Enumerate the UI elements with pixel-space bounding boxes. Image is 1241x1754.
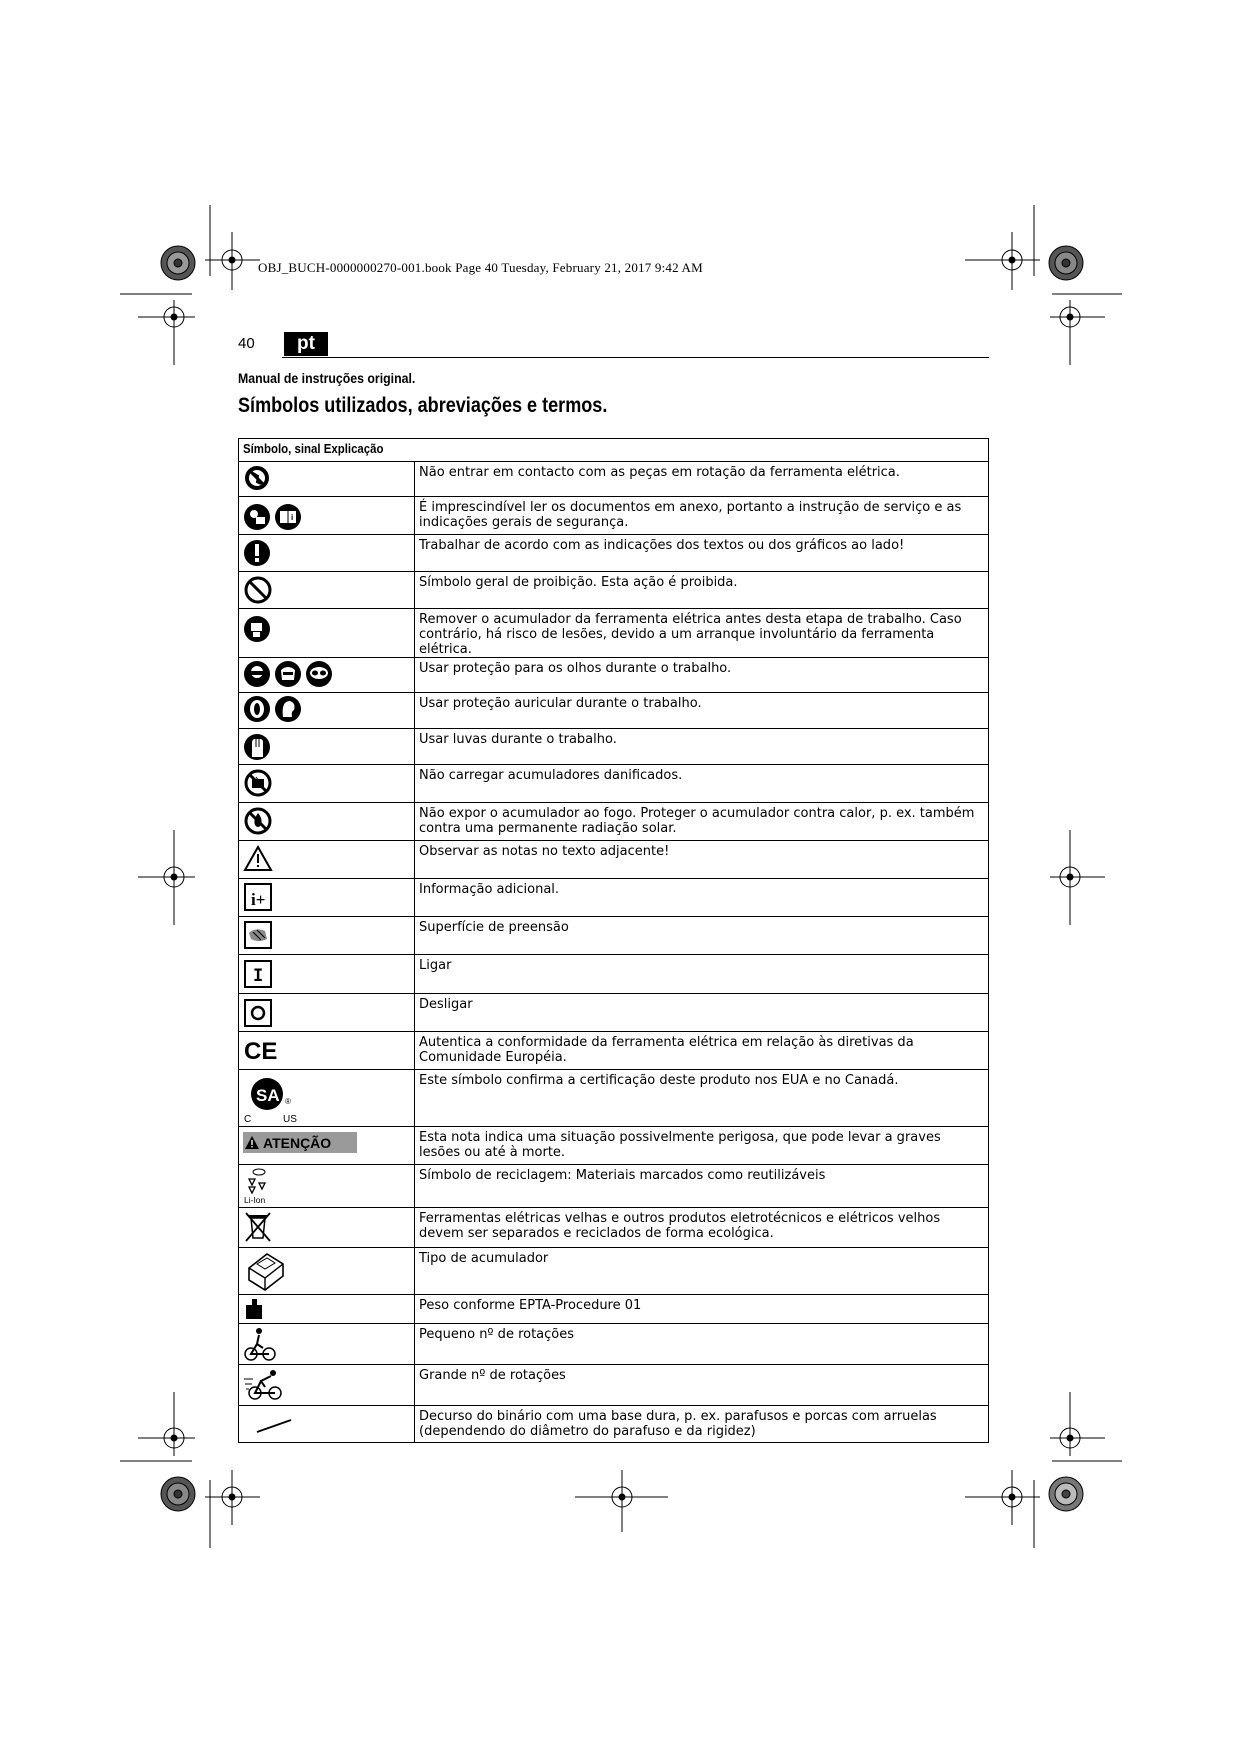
row-text: É imprescindível ler os documentos em anexo, portanto a instrução de serviço e as indicações gerais de segurança. <box>415 497 989 535</box>
symbols-table <box>238 438 989 1443</box>
row-text: Observar as notas no texto adjacente! <box>415 841 989 879</box>
row-text: Grande nº de rotações <box>415 1365 989 1406</box>
table-row <box>239 609 989 658</box>
rosette-top-left-icon <box>161 246 195 280</box>
row-text: Não expor o acumulador ao fogo. Proteger o acumulador contra calor, p. ex. também contra uma permanente radiação solar. <box>415 803 989 841</box>
row-text: Superfície de preensão <box>415 917 989 955</box>
switch-on-icon <box>243 957 273 989</box>
row-text: Ferramentas elétricas velhas e outros produtos eletrotécnicos e elétricos velhos devem ser separados e reciclados de forma ecológica. <box>415 1208 989 1248</box>
table-row <box>239 917 989 955</box>
table-row <box>239 497 989 535</box>
row-text: Remover o acumulador da ferramenta elétrica antes desta etapa de trabalho. Caso contrário, há risco de lesões, devido a um arranque involuntário da ferramenta elétrica. <box>415 609 989 658</box>
row-text: Desligar <box>415 994 989 1032</box>
torque-curve-icon <box>243 1408 303 1440</box>
table-row <box>239 765 989 803</box>
row-text: Informação adicional. <box>415 879 989 917</box>
grip-surface-icon <box>243 919 273 951</box>
atencao-label-icon <box>243 1131 357 1155</box>
svg-text:i: i <box>291 513 294 522</box>
table-row <box>239 879 989 917</box>
switch-off-icon <box>243 996 273 1028</box>
row-text: Usar proteção para os olhos durante o trabalho. <box>415 658 989 693</box>
crosshair-left-lower-icon <box>120 1392 195 1461</box>
table-row <box>239 841 989 879</box>
crosshair-bottom-right-icon <box>965 1470 1040 1548</box>
recycling-li-ion-icon <box>243 1167 275 1205</box>
row-text: Peso conforme EPTA-Procedure 01 <box>415 1295 989 1324</box>
svg-text:SA: SA <box>256 1086 280 1105</box>
svg-text:®: ® <box>285 1097 291 1106</box>
print-slug: OBJ_BUCH-0000000270-001.book Page 40 Tuesday, February 21, 2017 9:42 AM <box>258 260 703 275</box>
row-text: Ligar <box>415 955 989 994</box>
table-row <box>239 1070 989 1127</box>
table-row <box>239 1406 989 1443</box>
warning-triangle-icon <box>243 843 273 873</box>
row-text: Não entrar em contacto com as peças em rotação da ferramenta elétrica. <box>415 462 989 497</box>
goggles-icon <box>243 660 271 688</box>
battery-pack-icon <box>243 1250 287 1292</box>
table-row <box>239 955 989 994</box>
table-row <box>239 1127 989 1165</box>
table-row <box>239 572 989 609</box>
header-rule <box>282 357 989 358</box>
crosshair-left-upper-icon <box>120 294 195 365</box>
page-number: 40 <box>238 335 255 352</box>
weight-icon <box>243 1297 265 1321</box>
row-text: Tipo de acumulador <box>415 1248 989 1295</box>
row-text: Trabalhar de acordo com as indicações dos textos ou dos gráficos ao lado! <box>415 535 989 572</box>
table-row <box>239 462 989 497</box>
crosshair-top-right-icon <box>965 205 1040 290</box>
no-fire-icon <box>243 805 273 835</box>
svg-text:I: I <box>253 966 264 986</box>
row-text: Decurso do binário com uma base dura, p. ex. parafusos e porcas com arruelas (dependendo do diâmetro do parafuso e da rigidez) <box>415 1406 989 1443</box>
svg-text:ATENÇÃO: ATENÇÃO <box>263 1135 332 1151</box>
ce-mark-icon <box>243 1034 283 1064</box>
rosette-bottom-right-icon <box>1049 1477 1083 1511</box>
table-row <box>239 994 989 1032</box>
no-touch-rotating-icon <box>243 464 271 492</box>
eye-protection-icon <box>305 660 333 688</box>
rosette-bottom-left-icon <box>161 1477 195 1511</box>
crosshair-right-lower-icon <box>1050 1392 1122 1461</box>
table-row <box>239 1324 989 1365</box>
crosshair-left-middle-icon <box>138 830 195 925</box>
row-text: Autentica a conformidade da ferramenta elétrica em relação às diretivas da Comunidade Européia. <box>415 1032 989 1070</box>
ear-protection-icon <box>274 695 302 723</box>
table-row <box>239 803 989 841</box>
csa-mark-icon <box>243 1072 303 1124</box>
gloves-icon <box>243 731 271 761</box>
mandatory-action-icon <box>243 537 271 567</box>
row-text: Não carregar acumuladores danificados. <box>415 765 989 803</box>
table-row <box>239 1165 989 1208</box>
table-row <box>239 658 989 693</box>
row-text: Usar luvas durante o trabalho. <box>415 729 989 765</box>
svg-text:C: C <box>244 1114 252 1124</box>
slow-cyclist-icon <box>243 1326 277 1362</box>
remove-battery-icon <box>243 615 271 643</box>
svg-text:US: US <box>283 1114 297 1124</box>
row-text: Esta nota indica uma situação possivelmente perigosa, que pode levar a graves lesões ou até à morte. <box>415 1127 989 1165</box>
read-book-icon <box>274 503 302 531</box>
table-row <box>239 693 989 729</box>
page-title: Símbolos utilizados, abreviações e termos. <box>238 394 608 417</box>
crosshair-right-middle-icon <box>1050 830 1105 925</box>
table-header: Símbolo, sinal Explicação <box>239 439 989 462</box>
face-shield-icon <box>274 660 302 688</box>
row-text: Símbolo geral de proibição. Esta ação é proibida. <box>415 572 989 609</box>
table-row <box>239 729 989 765</box>
svg-text:Li-Ion: Li-Ion <box>244 1195 266 1205</box>
table-row <box>239 1365 989 1406</box>
language-tag: pt <box>284 332 328 356</box>
ear-muffs-icon <box>243 695 271 723</box>
table-header-row <box>239 439 989 462</box>
read-documents-icon <box>243 503 271 531</box>
rosette-top-right-icon <box>1049 246 1083 280</box>
table-row <box>239 1295 989 1324</box>
svg-text:i+: i+ <box>251 890 266 909</box>
prohibition-icon <box>243 574 273 604</box>
row-text: Este símbolo confirma a certificação deste produto nos EUA e no Canadá. <box>415 1070 989 1127</box>
weee-bin-icon <box>243 1210 273 1244</box>
info-icon <box>243 881 273 913</box>
crosshair-bottom-center-icon <box>575 1470 668 1532</box>
table-row <box>239 1208 989 1248</box>
table-row <box>239 535 989 572</box>
svg-text:CE: CE <box>244 1038 278 1064</box>
row-text: Símbolo de reciclagem: Materiais marcados como reutilizáveis <box>415 1165 989 1208</box>
fast-cyclist-icon <box>243 1367 287 1403</box>
row-text: Pequeno nº de rotações <box>415 1324 989 1365</box>
crosshair-bottom-left-icon <box>205 1470 260 1548</box>
table-row <box>239 1032 989 1070</box>
row-text: Usar proteção auricular durante o trabalho. <box>415 693 989 729</box>
manual-subtitle: Manual de instruções original. <box>238 370 416 386</box>
no-damaged-battery-icon <box>243 767 273 797</box>
crosshair-right-upper-icon <box>1050 294 1122 365</box>
crosshair-top-left-icon <box>205 205 260 290</box>
table-row <box>239 1248 989 1295</box>
